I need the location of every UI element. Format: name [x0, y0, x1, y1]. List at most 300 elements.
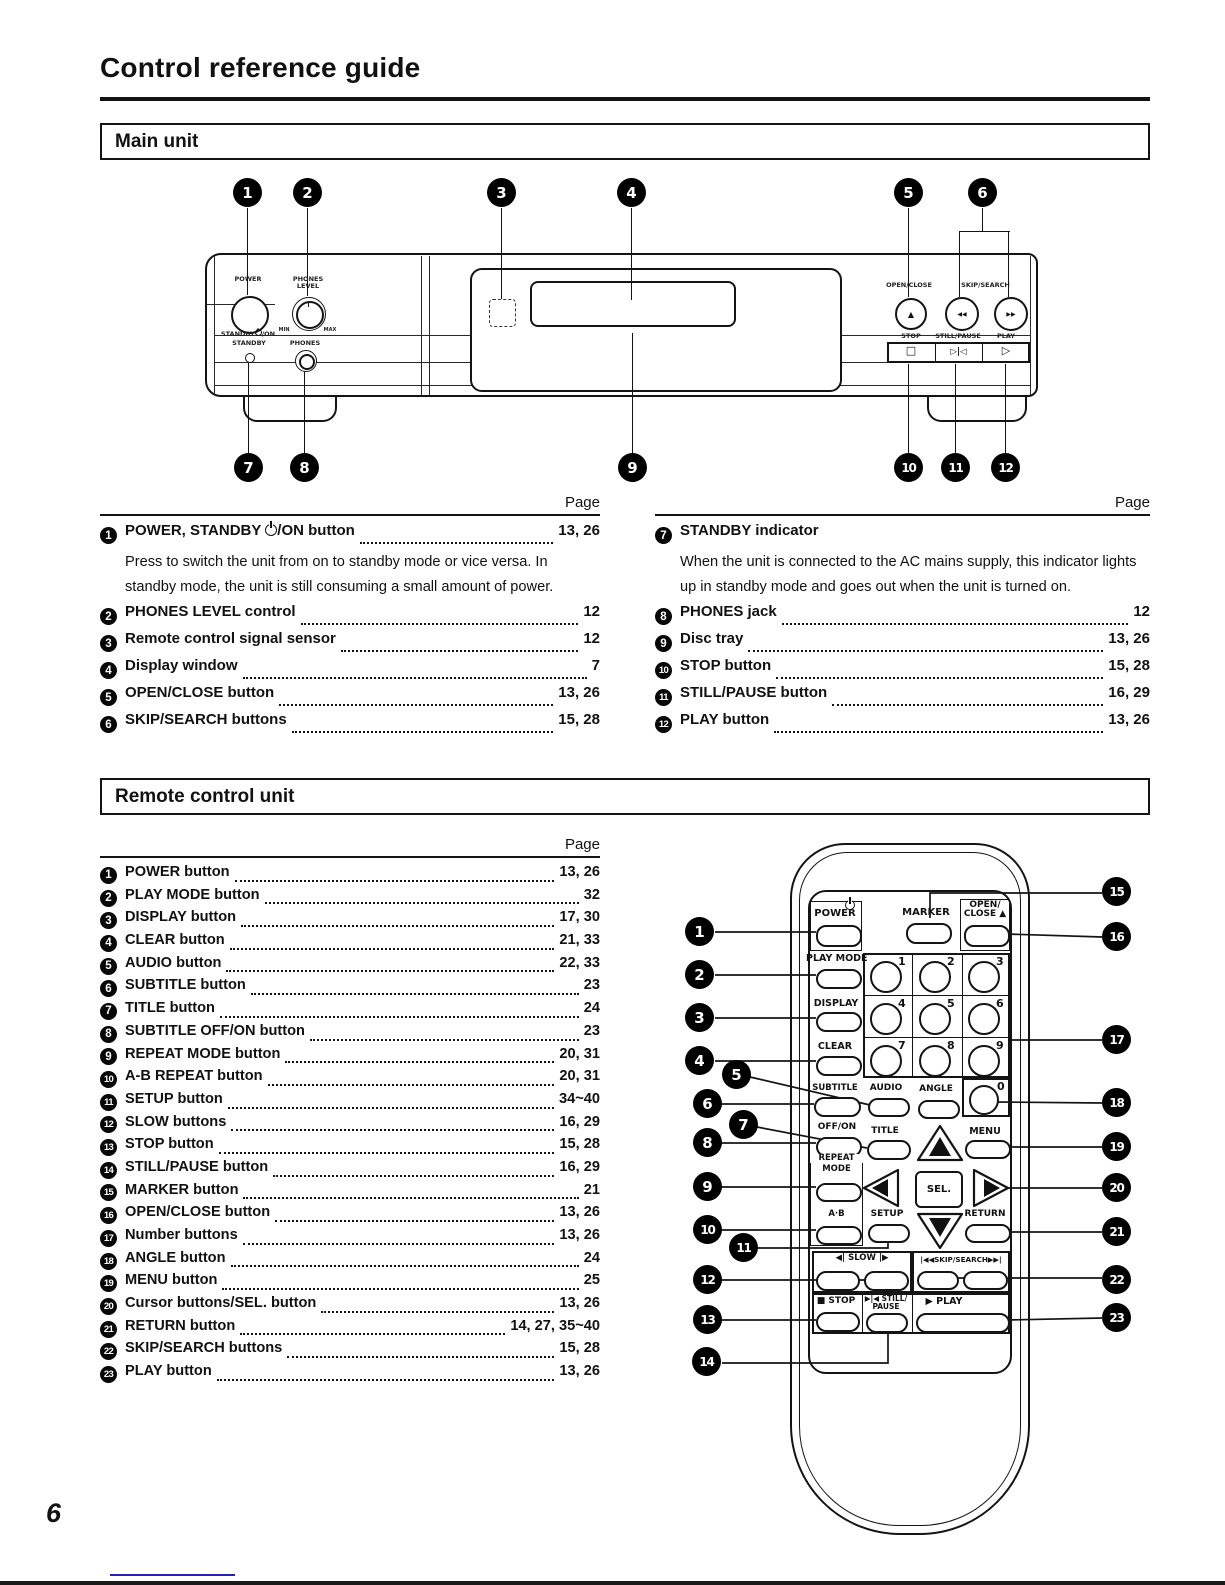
callout-line — [982, 208, 983, 232]
marker-button — [906, 923, 952, 944]
digit-label: 4 — [898, 997, 906, 1010]
number-pad-grid-line — [864, 1037, 1009, 1038]
dot-leader — [226, 970, 554, 972]
callout-r15: 15 — [1102, 877, 1131, 906]
callout-7: 7 — [234, 453, 263, 482]
item-number-badge: 7 — [655, 527, 672, 544]
list-item — [100, 1114, 600, 1137]
list-item — [100, 1046, 600, 1069]
callout-r17: 17 — [1102, 1025, 1131, 1054]
item-number-badge: 12 — [655, 716, 672, 733]
power-icon — [265, 524, 277, 536]
item-label: Cursor buttons/SEL. button — [125, 1295, 317, 1312]
page-title: Control reference guide — [100, 52, 421, 83]
callout-r9: 9 — [693, 1172, 722, 1201]
item-pages: 13, 26 — [558, 684, 600, 701]
skip-fwd-icon: ▶▶ — [1006, 310, 1016, 318]
page-bottom-edge — [0, 1581, 1225, 1585]
dot-leader — [360, 542, 554, 544]
item-pages: 13, 26 — [559, 1363, 600, 1380]
phones-level-knob-inner — [296, 301, 324, 329]
item-label: STOP button — [680, 657, 772, 674]
power-label: POWER — [814, 908, 856, 919]
item-number-badge: 11 — [655, 689, 672, 706]
item-number-badge: 13 — [100, 1139, 117, 1156]
item-number-badge: 14 — [100, 1162, 117, 1179]
item-number-badge: 4 — [100, 662, 117, 679]
power-label: POWER — [234, 275, 262, 283]
callout-r10: 10 — [693, 1215, 722, 1244]
item-number-badge: 18 — [100, 1253, 117, 1270]
stop-icon: □ — [905, 344, 917, 357]
item-label: OPEN/CLOSE button — [125, 1204, 271, 1221]
dot-leader — [748, 650, 1103, 652]
number-pad-grid-line — [962, 954, 963, 1077]
item-label: RETURN button — [125, 1317, 236, 1334]
skip-back-button — [917, 1271, 959, 1290]
item-number-badge: 5 — [100, 958, 117, 975]
dot-leader — [287, 1356, 554, 1358]
list-item — [100, 1023, 600, 1046]
item-number-badge: 23 — [100, 1366, 117, 1383]
list-item — [655, 657, 1150, 684]
slow-label: ◀| SLOW |▶ — [835, 1253, 889, 1263]
return-label: RETURN — [964, 1209, 1006, 1219]
item-label: Display window — [125, 657, 238, 674]
dot-leader — [321, 1311, 554, 1313]
item-number-badge: 2 — [100, 890, 117, 907]
standby-indicator — [245, 353, 255, 363]
item-number-badge: 11 — [100, 1094, 117, 1111]
item-pages: 22, 33 — [559, 954, 600, 971]
item-number-badge: 4 — [100, 935, 117, 952]
list-item — [100, 1204, 600, 1227]
setup-button — [868, 1224, 910, 1243]
dot-leader — [268, 1084, 555, 1086]
item-number-badge: 9 — [100, 1048, 117, 1065]
item-pages: 24 — [583, 1249, 600, 1266]
item-pages: 13, 26 — [558, 522, 600, 539]
item-pages: 16, 29 — [559, 1113, 600, 1130]
callout-r6: 6 — [693, 1089, 722, 1118]
number-pad-grid-line — [864, 995, 1009, 996]
item-pages: 15, 28 — [1108, 657, 1150, 674]
power-icon — [255, 329, 262, 336]
callout-9: 9 — [618, 453, 647, 482]
item-number-badge: 10 — [100, 1071, 117, 1088]
item-description: Press to switch the unit from on to standby mode or vice versa. In standby mode, the unit is still consuming a small amount of power. — [125, 554, 554, 595]
item-number-badge: 16 — [100, 1207, 117, 1224]
item-pages: 13, 26 — [559, 864, 600, 880]
callout-r22: 22 — [1102, 1265, 1131, 1294]
item-pages: 13, 26 — [559, 1204, 600, 1221]
dot-leader — [228, 1107, 554, 1109]
play-mode-label: PLAY MODE — [806, 953, 868, 964]
callout-line — [1008, 232, 1009, 297]
open-close-label-1: OPEN/ — [969, 900, 1001, 910]
list-item — [100, 684, 600, 711]
display-label: DISPLAY — [813, 998, 859, 1009]
skip-fwd-button — [994, 297, 1028, 331]
item-label: STILL/PAUSE button — [125, 1158, 269, 1175]
remote-connector-lines — [660, 830, 1130, 1570]
callout-line — [1006, 934, 1102, 937]
item-pages: 21 — [583, 1181, 600, 1198]
item-number-badge: 3 — [100, 635, 117, 652]
item-pages: 15, 28 — [559, 1136, 600, 1153]
subtitle-off-on-label: OFF/ON — [817, 1122, 857, 1132]
list-item — [100, 711, 600, 738]
dot-leader — [240, 1333, 505, 1335]
cursor-right-button — [974, 1170, 1008, 1206]
phones-level-label: PHONES LEVEL — [292, 275, 324, 291]
digit-label: 7 — [898, 1039, 906, 1052]
title-button — [867, 1140, 911, 1160]
digit-label: 5 — [947, 997, 955, 1010]
still-pause-label-2: PAUSE — [872, 1302, 900, 1311]
list-item — [655, 603, 1150, 630]
angle-button — [918, 1100, 960, 1119]
min-label: MIN — [278, 327, 290, 333]
item-label: STILL/PAUSE button — [680, 684, 828, 701]
callout-r18: 18 — [1102, 1088, 1131, 1117]
callout-line — [248, 363, 249, 453]
main-unit-list-right — [655, 494, 1150, 738]
item-pages: 13, 26 — [559, 1227, 600, 1243]
item-pages: 12 — [583, 630, 600, 647]
item-pages: 17, 30 — [559, 909, 600, 926]
item-pages: 7 — [591, 657, 600, 674]
list-item — [655, 684, 1150, 711]
return-button — [965, 1224, 1011, 1243]
slow-back-button — [816, 1271, 860, 1291]
sel-button — [915, 1171, 963, 1208]
callout-5: 5 — [894, 178, 923, 207]
list-item — [100, 1182, 600, 1205]
display-window — [530, 281, 736, 327]
callout-r20: 20 — [1102, 1173, 1131, 1202]
item-pages: 24 — [583, 1000, 600, 1017]
still-pause-label: STILL/PAUSE — [935, 332, 981, 340]
list-item — [100, 932, 600, 955]
callout-10: 10 — [894, 453, 923, 482]
callout-line — [930, 893, 1102, 918]
callout-r8: 8 — [693, 1128, 722, 1157]
item-label: SUBTITLE button — [125, 977, 246, 994]
number-button-0 — [969, 1085, 999, 1115]
section-remote — [100, 778, 1150, 815]
dot-leader — [251, 993, 579, 995]
callout-r2: 2 — [685, 960, 714, 989]
clear-button — [816, 1056, 862, 1076]
item-pages: 13, 26 — [559, 1295, 600, 1312]
item-pages: 23 — [583, 977, 600, 994]
list-item — [655, 630, 1150, 657]
number-pad-grid-line — [912, 954, 913, 1077]
item-label: MENU button — [125, 1272, 218, 1289]
item-label: STOP button — [125, 1136, 214, 1153]
list-item — [100, 1136, 600, 1159]
callout-r23: 23 — [1102, 1303, 1131, 1332]
list-item — [655, 711, 1150, 738]
item-label: AUDIO button — [125, 954, 222, 971]
callout-line — [959, 232, 960, 297]
list-item — [100, 864, 600, 887]
item-label: PLAY MODE button — [125, 886, 260, 903]
list-item — [100, 630, 600, 657]
item-pages: 23 — [583, 1022, 600, 1039]
callout-1: 1 — [233, 178, 262, 207]
item-number-badge: 12 — [100, 1116, 117, 1133]
item-pages: 15, 28 — [559, 1340, 600, 1357]
list-item — [100, 1363, 600, 1386]
dot-leader — [832, 704, 1103, 706]
angle-label: ANGLE — [919, 1084, 953, 1094]
item-label: STANDBY indicator — [680, 522, 819, 539]
open-close-label: OPEN/CLOSE — [886, 281, 932, 289]
cursor-left-button — [864, 1170, 898, 1206]
callout-line — [1006, 1318, 1102, 1320]
knob-pointer — [308, 302, 309, 307]
menu-button — [965, 1140, 1011, 1159]
item-number-badge: 9 — [655, 635, 672, 652]
slow-fwd-button — [864, 1271, 909, 1291]
callout-8: 8 — [290, 453, 319, 482]
dot-leader — [285, 1061, 554, 1063]
callout-line — [1005, 364, 1006, 453]
callout-line — [959, 231, 1010, 232]
item-number-badge: 3 — [100, 912, 117, 929]
clear-label: CLEAR — [817, 1041, 853, 1052]
list-item — [100, 977, 600, 1000]
dot-leader — [222, 1288, 578, 1290]
dot-leader — [265, 902, 579, 904]
list-item — [100, 1295, 600, 1318]
digit-label: 1 — [898, 955, 906, 968]
cursor-down-button — [918, 1214, 962, 1248]
list-item — [100, 1250, 600, 1273]
list-item — [100, 522, 600, 549]
standby-indicator-label: STANDBY — [232, 339, 266, 347]
subtitle-button — [814, 1097, 861, 1117]
remote-sensor — [489, 299, 516, 327]
dot-leader — [230, 948, 555, 950]
sel-label: SEL. — [926, 1184, 952, 1195]
callout-line — [996, 1102, 1102, 1103]
marker-label: MARKER — [902, 907, 950, 918]
remote-list — [100, 836, 600, 1386]
callout-r11: 11 — [729, 1233, 758, 1262]
open-close-button — [964, 925, 1010, 947]
digit-label: 9 — [996, 1039, 1004, 1052]
item-label: SUBTITLE OFF/ON button — [125, 1022, 305, 1039]
item-number-badge: 7 — [100, 1003, 117, 1020]
stop-label: ■ STOP — [816, 1296, 856, 1306]
item-label: PHONES jack — [680, 603, 777, 620]
item-pages: 13, 26 — [1108, 711, 1150, 728]
skip-search-label: SKIP/SEARCH — [961, 281, 1010, 289]
item-number-badge: 1 — [100, 867, 117, 884]
callout-r7: 7 — [729, 1110, 758, 1139]
item-label: SKIP/SEARCH buttons — [125, 1340, 283, 1357]
dot-leader — [782, 623, 1129, 625]
title-label: TITLE — [871, 1126, 899, 1136]
subtitle-label: SUBTITLE — [812, 1083, 858, 1093]
power-button — [816, 925, 862, 947]
list-item — [100, 603, 600, 630]
callout-3: 3 — [487, 178, 516, 207]
list-item — [100, 1227, 600, 1250]
callout-line — [722, 1330, 888, 1363]
section-main-unit-title: Main unit — [115, 130, 199, 152]
dot-leader — [273, 1175, 554, 1177]
phones-jack-inner — [299, 354, 315, 370]
skip-search-label: |◀◀SKIP/SEARCH▶▶| — [920, 1255, 1002, 1264]
digit-label: 2 — [947, 955, 955, 968]
item-label: REPEAT MODE button — [125, 1045, 281, 1062]
unit-foot — [243, 397, 337, 422]
dot-leader — [243, 677, 587, 679]
repeat-mode-button — [816, 1183, 862, 1202]
item-number-badge: 10 — [655, 662, 672, 679]
play-button — [916, 1313, 1010, 1333]
list-item — [100, 887, 600, 910]
item-label: OPEN/CLOSE button — [125, 684, 275, 701]
callout-12: 12 — [991, 453, 1020, 482]
item-pages: 12 — [1133, 603, 1150, 620]
display-button — [816, 1012, 862, 1032]
panel-seam — [1030, 256, 1031, 395]
callout-r16: 16 — [1102, 922, 1131, 951]
dot-leader — [292, 731, 554, 733]
list-item — [655, 522, 1150, 549]
item-number-badge: 5 — [100, 689, 117, 706]
item-number-badge: 20 — [100, 1298, 117, 1315]
callout-line — [631, 208, 632, 300]
play-label: ▶ PLAY — [925, 1296, 963, 1307]
dot-leader — [231, 1129, 554, 1131]
unit-foot — [927, 397, 1027, 422]
dot-leader — [219, 1152, 555, 1154]
still-pause-icon: ▷|◁ — [950, 347, 967, 357]
callout-4: 4 — [617, 178, 646, 207]
callout-line — [908, 364, 909, 453]
dot-leader — [243, 1243, 555, 1245]
dot-leader — [220, 1016, 579, 1018]
stop-label: STOP — [901, 332, 921, 340]
max-label: MAX — [323, 327, 337, 333]
callout-line — [307, 208, 308, 296]
still-pause-label-1: ▶|◀ STILL/ — [864, 1294, 908, 1303]
callout-r4: 4 — [685, 1046, 714, 1075]
item-pages: 20, 31 — [559, 1068, 600, 1085]
item-label: PHONES LEVEL control — [125, 603, 296, 620]
item-number-badge: 21 — [100, 1321, 117, 1338]
a-b-repeat-button — [816, 1226, 862, 1245]
callout-r13: 13 — [693, 1305, 722, 1334]
item-number-badge: 2 — [100, 608, 117, 625]
audio-button — [868, 1098, 910, 1117]
callout-r5: 5 — [722, 1060, 751, 1089]
item-label: PLAY button — [125, 1363, 212, 1380]
dot-leader — [279, 704, 553, 706]
callout-r21: 21 — [1102, 1217, 1131, 1246]
play-icon: ▷ — [1001, 344, 1011, 357]
page-col-header: Page — [1114, 494, 1150, 511]
item-label: SETUP button — [125, 1090, 223, 1107]
dot-leader — [776, 677, 1103, 679]
phones-label: PHONES — [289, 339, 321, 347]
panel-seam — [214, 256, 215, 395]
item-pages: 25 — [583, 1272, 600, 1289]
dot-leader — [275, 1220, 554, 1222]
list-item — [100, 657, 600, 684]
item-pages: 15, 28 — [558, 711, 600, 728]
item-pages: 32 — [583, 886, 600, 903]
play-label: PLAY — [996, 332, 1016, 340]
callout-r19: 19 — [1102, 1132, 1131, 1161]
item-pages: 13, 26 — [1108, 630, 1150, 647]
still-pause-button — [866, 1313, 908, 1333]
callout-line — [247, 208, 248, 295]
item-label: Remote control signal sensor — [125, 630, 336, 647]
item-number-badge: 6 — [100, 716, 117, 733]
callout-r14: 14 — [692, 1347, 721, 1376]
item-number-badge: 17 — [100, 1230, 117, 1247]
item-label: Number buttons — [125, 1227, 238, 1243]
standby-on-label: STANDBY /ON — [220, 330, 276, 338]
item-label: A-B REPEAT button — [125, 1068, 263, 1085]
skip-back-icon: ◀◀ — [957, 310, 967, 318]
a-b-label: A·B — [828, 1209, 845, 1219]
dot-leader — [301, 623, 579, 625]
list-item — [100, 1318, 600, 1341]
menu-label: MENU — [969, 1126, 1001, 1137]
item-label: SLOW buttons — [125, 1113, 227, 1130]
dot-leader — [241, 925, 554, 927]
title-underline — [100, 97, 1150, 101]
item-pages: 12 — [583, 603, 600, 620]
item-label: ANGLE button — [125, 1249, 226, 1266]
footer-blue-line — [110, 1574, 235, 1576]
callout-line — [304, 372, 305, 453]
setup-label: SETUP — [870, 1209, 904, 1219]
list-item — [100, 1068, 600, 1091]
list-item — [100, 1159, 600, 1182]
section-remote-title: Remote control unit — [115, 785, 295, 807]
main-unit-list-left — [100, 494, 600, 738]
item-number-badge: 1 — [100, 527, 117, 544]
list-item — [100, 955, 600, 978]
item-label: MARKER button — [125, 1181, 239, 1198]
callout-6: 6 — [968, 178, 997, 207]
item-number-badge: 8 — [655, 608, 672, 625]
open-close-button — [895, 298, 927, 330]
list-item — [100, 909, 600, 932]
stop-button — [816, 1312, 860, 1332]
dot-leader — [774, 731, 1103, 733]
list-item — [100, 1091, 600, 1114]
digit-label: 0 — [997, 1080, 1005, 1093]
item-number-badge: 19 — [100, 1275, 117, 1292]
dot-leader — [217, 1379, 555, 1381]
dot-leader — [341, 650, 578, 652]
callout-line — [955, 364, 956, 453]
item-pages: 34~40 — [559, 1090, 600, 1107]
page-col-header: Page — [564, 836, 600, 853]
page-number: 6 — [46, 1498, 62, 1528]
item-number-badge: 8 — [100, 1026, 117, 1043]
